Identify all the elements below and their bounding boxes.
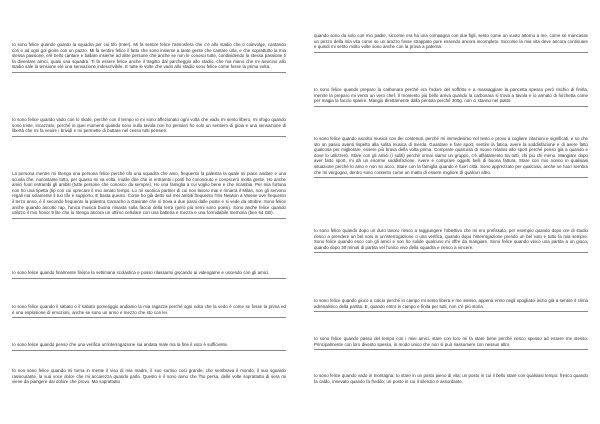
- text-entry: Io sono felice quando vado in montagna. Io stare in un posto pieno di vita; un posto in cui il bello stare con qualsiasi tempo: fresco quando fa caldo, innevato quando fa freddo; un posto in cui il silenzio è assordante,: [314, 373, 588, 384]
- text-entry: Io non sono felice quando mi torna in mente il viso di mia madre, il suo sorriso così grande, che sembrava il mondo, il suo sguardo rassicurante, la sua voce dolce che mi accarezza quando parla. Questo è il nono anno che l'ho persa, delle volte soprattutto di sera mi viene da piangere dal dolore che provo. Ma soprattutto: [12, 368, 286, 385]
- text-entry: quando sono da solo con mio padre, siccome era ha una compagna con due figli, sento come un vuoto attorno a me, come se mancasse un pezzo della mia vita come se un arazzo fosse strappato pure essendo ancora incompleto. Siccome la mia vita deve ancora continuare e quindi mi sento molto volte sono anche con la prova a paterna.: [314, 33, 588, 53]
- text-entry: Io sono felice quando gioco a calcio perché in campo mi sento libera e me stesso, appena entro negli spogliatoi inizio già a sentire il clima adrenalinico della partita. E, quando entro in campo e finita per tutti, non c'è più storia.: [314, 298, 588, 312]
- text-entry: Io sono felice quando finalmente finisce la settimana scolastica e posso rilassarmi giocando ai videogame e uscendo con gli amici.: [12, 270, 286, 279]
- text-entry: Io sono felice quando dopo un duro lavoro riesco a raggiungere l'obiettivo che mi ero prefissato, per esempio quando dopo ore di studio riesco a prendere un bel voto in un'interrogazione o una verifica, quando dopo l'interrogazione prendo un bel voto e tutto fa mia sempre. Sono felice quando esco con gli amici e non ho solide qualcuno mi offre da mangiare. Sono felice quando vinco una partita a un gioco, quando dopo 30 minuti di partita vel l'unico vivo della squadra e riesco a vincere.: [314, 228, 588, 253]
- text-entry: Io sono felice quando ascolto musica con dei contenuti, perché mi immedesimo nel testo e provo a cogliere citazioni e significati, e so che sto un passo avanti rispetto alla solita musica di merda. Guardare e fare sport, sentire la fatica, avere la soddisfazione e di avere fatto qualcosa per migliorare, essere più brava della volta prima. Comprare qualcosa di nuovo relativo allo sport perché penso già a quando e dove lo utilizzerò. Stare con gli amici (i soliti) perché ormai siamo un gruppo, c'è affiatamento tra tutti, chi più chi meno. Mangiare dopo aver fatto sport, mi dà un enorme soddisfazione. Avere e comprare oggetti belli di buona fattura. Stare con mio nonno in qualsiasi situazione perché lo amo e non so acco. Stare con la famiglia quando è fuori città. Sono apprezzato per qualcosa, anche se fuori sembra che mi vergogno, dentro sono contento come un matto di essere migliore di qualcun altro.: [314, 136, 588, 178]
- text-entry: Io sono felice quando passo del tempo con i miei amici, stare con loro mi fa stare bene perché riesco spesso ad essere me stesso. Principalmente con loro divento spesso, in modo unico che non si può riassumere con nessun altro.: [314, 336, 588, 350]
- text-entry: Io sono felice quando il sabato o il sabato pomeriggio andiamo la mia ragazza perché ogni volta che la vedo è come se fosse la prima ed è una esplosione di emozioni, anche se sono un anno e mezzo che sto con lei.: [12, 304, 286, 318]
- text-entry: Io sono felice quando penso che una verifica un'interrogazione sia andata male ma la fine il voto è sufficiente.: [12, 342, 286, 351]
- text-entry: La persona mentre mi ritengo una persona felice perché tifo una squadra che amo, frequento la palestra la quale mi piace andare e una scuola che, nonostante tutto, per quanto mi va volta. Inutile dire che in entrambi i posti ho conosciuto e conoscerò molta gente. Ho anche amici fuori entrambi gli ambiti (tutte persone che conosco da sempre). Ho una famiglia a cui voglio bene e che ricambia. Per mia fortuna non ho una tipetta (tip con cui sprecare il mio amato tempo. Lo mi suonica partner di cui non lavoro mai e rimarrà il Milan, non gli servono regali ma solamente il tuo tifo e supporto. E basta questo. Come ho già detto sul mei ambiti frequento l'Iris Newton a Varese ove frequento il terzo anno, è il secondo frequento la palestra Camacho a Gavirate che si trova a due passi dalle poste e si vede da ottobre. Sono felice anche quando ascolto rap, l'unica musica buona rimasta sulla faccia della terra (però più semi sono poesi). Sono anche felice quando utilizzo il mio honor 9 lite che lo ritengo ancora un ottimo cellulare con una batteria e mezza e una formidabile memoria (ben 64 GB).: [12, 171, 286, 219]
- text-entry: Io sono felice quando vado con lo skate, perché con il tempo io mi sono affezionato ogni volta che vado mi sento libero, mi sfogo quando sono triste, incazzato, perché in quei momenti quando sono sulla tavola non ho pensieri ho solo un sentiero di gioia e una sensazione di libertà che mi fa venire i brividi e mi permette di buttare nel cesso tutti pensieri.: [12, 117, 286, 137]
- text-entry: Io sono felice quando preparo la carbonara perché era l'odore del soffritto e a massaggiare la pancetta spesso però rischio di finirla, mentre la preparo mi vento un vero chef. Il momento più bello arriva quando la carbonara si trova a tavola e io armato di forchetta come per magia la faccio sparire. Mangio direttamente dalla pentola perché 300g. non ci stanno nel piatto.: [314, 87, 588, 107]
- text-entry: Io sono felice quando guardo la squadra per cui tifo (Inter). Mi fa sentire felice l'atmosfera che c'è allo stadio che ti coinvolge, cantando cori e ad ogni gol gioire con un pazzo. Mi fa sentire felice il fatto che sono insieme a tante gente che cantare urla, e che soprattutto la mia stessa passione, e/è bello cantare e ballare insieme ad altre persone che anche se non le conosci tutte, condividendo la stessa passione ti fa diventare amici, quasi una squadra. Ti fa essere felice anche il tragitto dal parcheggio allo stadio, che ma mano che mi avvicino allo stadio sale la tensione e/è una sensazione indescrivibile. E tutte le volte che vado allo stadio sono felice come fosse la prima volta.: [12, 42, 286, 73]
